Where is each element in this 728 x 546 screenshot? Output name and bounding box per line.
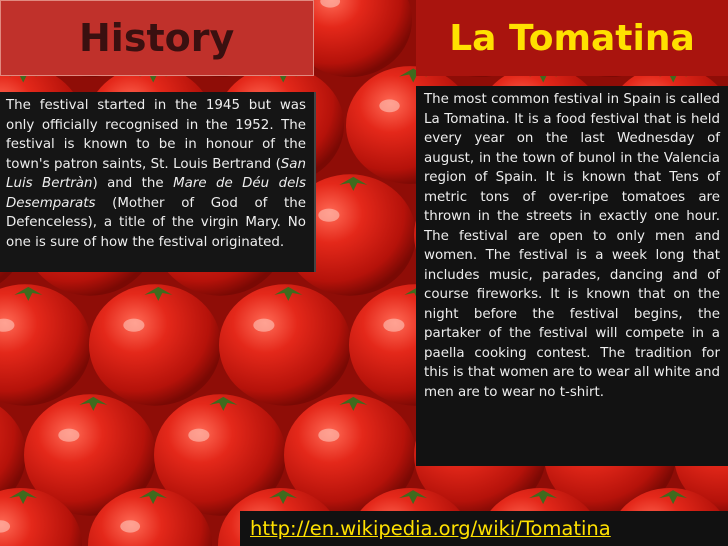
la-tomatina-text-box: The most common festival in Spain is called La Tomatina. It is a food festival that is held every year on the last Wednesday of august, in the town of bunol in the Valencia region of Spain. It is known that Tens of metric tons of over-ripe tomatoes are thrown in the streets in exactly one hour. The festival are open to only men and women. The festival is a week long that includes music, parades, dancing and of course fireworks. It is known that on the night before the festival begins, the partaker of the festival will compete in a paella cooking contest. The tradition for this is that women are to wear all white and men are to wear no t-shirt. <box>416 86 728 466</box>
mother-name-italic: Mare de Déu dels Desemparats <box>6 176 306 211</box>
tomato-highlight <box>58 429 79 442</box>
tomato-highlight <box>318 209 339 222</box>
source-bar <box>240 511 728 546</box>
tomato-highlight <box>379 99 399 112</box>
history-text-2: ) and the <box>92 176 174 191</box>
tomato-highlight <box>383 319 404 332</box>
tomato <box>89 284 221 405</box>
tomato-highlight <box>253 319 274 332</box>
tomato <box>219 284 351 405</box>
tomato-highlight <box>120 520 140 532</box>
tomato-highlight <box>188 429 209 442</box>
tomato-highlight <box>318 429 339 442</box>
history-text-3: (Mother of God of the Defenceless), a title of the virgin Mary. No one is sure of how the festival originated. <box>6 195 306 250</box>
la-tomatina-heading: La Tomatina <box>416 0 728 76</box>
history-text-1: The festival started in the 1945 but was only officially recognised in the 1952. The festival is known to be in honour of the town's patron saints, St. Louis Bertrand ( <box>6 98 306 172</box>
saint-name-italic: San Luis Bertràn <box>6 156 306 191</box>
tomato-highlight <box>123 319 144 332</box>
history-heading: History <box>0 0 314 76</box>
history-text-box <box>0 92 316 272</box>
wikipedia-link[interactable]: http://en.wikipedia.org/wiki/Tomatina <box>250 517 611 540</box>
